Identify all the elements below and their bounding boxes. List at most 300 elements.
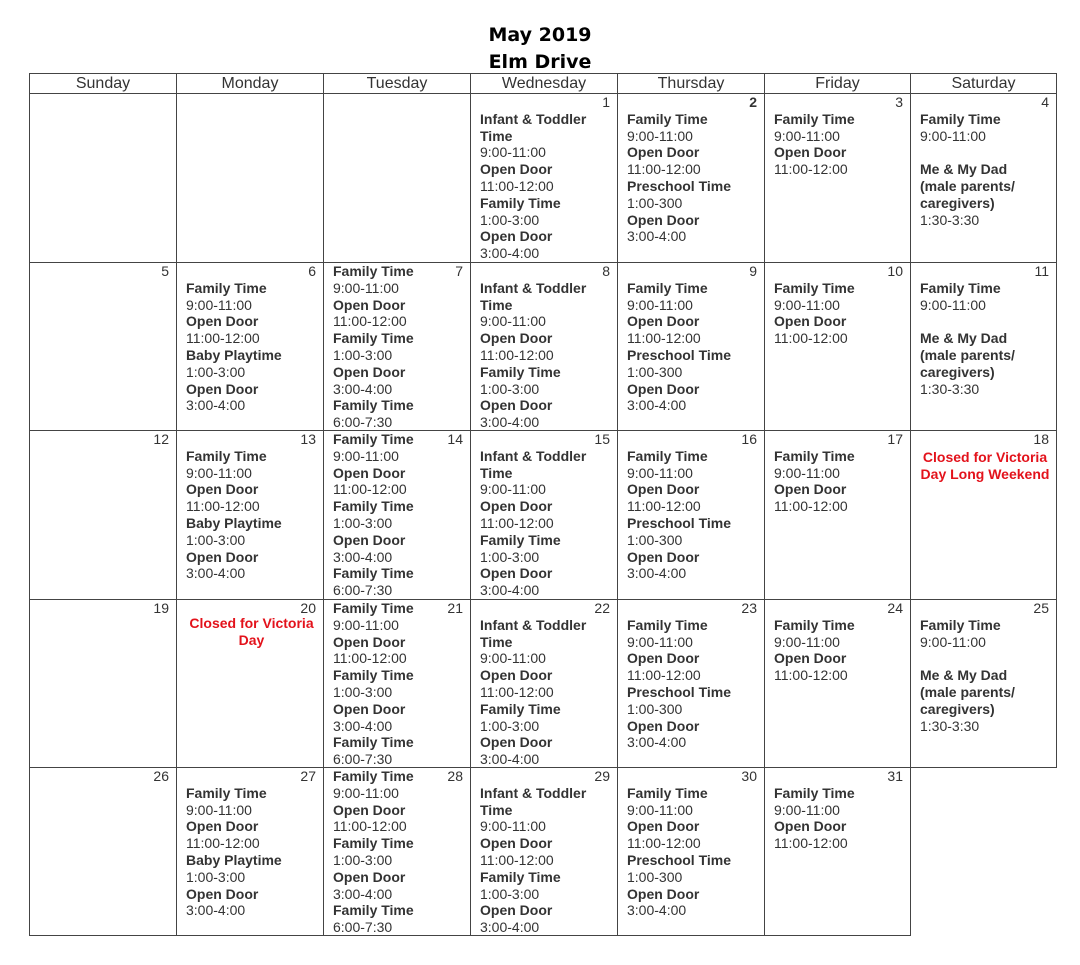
event-time: 1:30-3:30 [920, 380, 980, 397]
event-time: 3:00-4:00 [186, 397, 246, 414]
day-content [324, 600, 470, 767]
event-title: Open Door [627, 144, 700, 161]
event-time: 3:00-4:00 [480, 245, 540, 262]
day-content [618, 768, 764, 935]
day-number: 14 [447, 431, 463, 447]
event-list [186, 263, 317, 414]
event-time: 11:00-12:00 [774, 498, 848, 515]
day-content [765, 431, 910, 599]
calendar-grid [29, 73, 1057, 936]
day-number: 5 [161, 263, 169, 279]
day-content [30, 600, 176, 767]
event-time: 3:00-4:00 [333, 548, 393, 565]
day-content [471, 600, 617, 767]
event-time: 1:00-300 [627, 194, 683, 211]
event-title: Infant & Toddler Time [480, 616, 587, 650]
weekday-header: Wednesday [471, 74, 618, 94]
event-title: Family Time [333, 397, 414, 414]
event-time: 9:00-11:00 [186, 296, 252, 313]
event-title: Family Time [480, 531, 561, 548]
day-cell [30, 768, 177, 936]
event-title: Open Door [627, 548, 700, 565]
event-time: 11:00-12:00 [774, 330, 848, 347]
event-title: Open Door [627, 818, 700, 835]
day-content [324, 768, 470, 935]
event-title: Open Door [627, 313, 700, 330]
day-content [324, 431, 470, 599]
day-content [177, 768, 323, 935]
event-time: 11:00-12:00 [480, 346, 554, 363]
day-content [471, 94, 617, 262]
event-list [627, 600, 758, 751]
event-time: 6:00-7:30 [333, 414, 393, 431]
event-title: Infant & Toddler Time [480, 447, 587, 481]
event-title: Preschool Time [627, 683, 732, 700]
day-content [471, 431, 617, 599]
event-title: Open Door [333, 296, 406, 313]
event-time: 1:00-3:00 [480, 211, 540, 228]
day-cell [765, 600, 911, 768]
event-list [480, 600, 611, 768]
day-content [765, 768, 910, 935]
event-title: Family Time [480, 868, 561, 885]
day-cell [911, 600, 1057, 768]
event-title: Open Door [627, 380, 700, 397]
event-list [186, 768, 317, 919]
week-row [30, 94, 1057, 263]
day-number: 20 [300, 600, 316, 616]
event-title: Family Time [333, 768, 414, 784]
day-number: 13 [300, 431, 316, 447]
event-time: 11:00-12:00 [333, 818, 407, 835]
event-list [774, 768, 904, 852]
event-time: 1:00-3:00 [480, 380, 540, 397]
day-number: 11 [1034, 263, 1049, 279]
event-time: 9:00-11:00 [480, 818, 546, 835]
event-title: Open Door [333, 868, 406, 885]
event-time: 1:00-3:00 [333, 346, 393, 363]
event-time: 3:00-4:00 [480, 414, 540, 431]
event-list [480, 768, 611, 936]
event-list [333, 768, 464, 936]
event-title: Me & My Dad (male parents/ caregivers) [920, 161, 1015, 211]
event-time: 1:30-3:30 [920, 717, 980, 734]
day-content [765, 263, 910, 430]
event-time: 9:00-11:00 [333, 784, 399, 801]
event-time: 3:00-4:00 [480, 751, 540, 768]
day-cell [618, 768, 765, 936]
event-title: Open Door [480, 330, 553, 347]
event-time: 9:00-11:00 [627, 464, 693, 481]
day-number: 26 [153, 768, 169, 784]
event-time: 9:00-11:00 [480, 144, 546, 161]
event-title: Family Time [480, 700, 561, 717]
event-title: Preschool Time [627, 177, 732, 194]
event-time: 3:00-4:00 [186, 565, 246, 582]
day-cell [177, 431, 324, 600]
event-time: 9:00-11:00 [627, 801, 693, 818]
day-content [618, 263, 764, 430]
day-content [618, 94, 764, 262]
event-title: Family Time [333, 330, 414, 347]
week-row [30, 768, 1057, 936]
event-title: Open Door [627, 885, 700, 902]
week-row [30, 600, 1057, 768]
day-content [177, 600, 323, 767]
event-title: Baby Playtime [186, 346, 282, 363]
event-time: 11:00-12:00 [627, 161, 701, 178]
event-time: 11:00-12:00 [186, 498, 260, 515]
event-time: 6:00-7:30 [333, 582, 393, 599]
event-time: 9:00-11:00 [920, 296, 986, 313]
day-number: 3 [895, 94, 903, 110]
day-number: 1 [602, 94, 610, 110]
day-cell [177, 600, 324, 768]
weekday-header: Saturday [911, 74, 1057, 94]
day-cell [177, 768, 324, 936]
event-time: 11:00-12:00 [627, 498, 701, 515]
event-time: 9:00-11:00 [920, 127, 986, 144]
event-title: Open Door [333, 633, 406, 650]
event-time: 3:00-4:00 [627, 734, 687, 751]
day-cell [765, 94, 911, 263]
event-time: 3:00-4:00 [627, 565, 687, 582]
event-title: Open Door [186, 885, 259, 902]
day-number: 6 [308, 263, 316, 279]
day-cell [471, 263, 618, 431]
event-title: Open Door [186, 481, 259, 498]
day-cell [30, 263, 177, 431]
week-row [30, 431, 1057, 600]
event-time: 9:00-11:00 [627, 127, 693, 144]
event-time: 9:00-11:00 [920, 633, 986, 650]
event-list [480, 263, 611, 431]
closed-notice: Closed for Victoria Day Long Weekend [920, 449, 1050, 482]
spacer [920, 144, 1050, 161]
event-title: Family Time [627, 279, 708, 296]
event-list [774, 600, 904, 684]
event-time: 11:00-12:00 [480, 514, 554, 531]
event-title: Preschool Time [627, 514, 732, 531]
event-time: 1:00-300 [627, 700, 683, 717]
day-cell [765, 431, 911, 600]
day-content [765, 600, 910, 767]
event-title: Family Time [333, 565, 414, 582]
day-number: 22 [594, 600, 610, 616]
weekday-header: Tuesday [324, 74, 471, 94]
day-number: 4 [1041, 94, 1049, 110]
event-time: 3:00-4:00 [627, 228, 687, 245]
event-title: Open Door [627, 211, 700, 228]
event-title: Infant & Toddler Time [480, 784, 587, 818]
event-title: Family Time [186, 279, 267, 296]
event-time: 11:00-12:00 [186, 330, 260, 347]
week-row [30, 263, 1057, 431]
event-time: 9:00-11:00 [774, 296, 840, 313]
event-title: Family Time [480, 363, 561, 380]
event-time: 9:00-11:00 [186, 801, 252, 818]
day-cell [471, 600, 618, 768]
day-content [177, 431, 323, 599]
day-number: 29 [594, 768, 610, 784]
day-content [618, 600, 764, 767]
event-time: 11:00-12:00 [480, 851, 554, 868]
event-time: 1:00-300 [627, 868, 683, 885]
day-cell [765, 768, 911, 936]
event-list [627, 94, 758, 245]
day-cell [471, 768, 618, 936]
day-cell [618, 600, 765, 768]
day-cell [618, 94, 765, 263]
event-title: Open Door [333, 801, 406, 818]
event-title: Family Time [333, 667, 414, 684]
event-time: 1:00-3:00 [333, 683, 393, 700]
event-time: 1:00-3:00 [333, 851, 393, 868]
day-number: 27 [300, 768, 316, 784]
day-content [30, 263, 176, 430]
day-number: 24 [887, 600, 903, 616]
event-title: Open Door [186, 818, 259, 835]
event-time: 11:00-12:00 [480, 177, 554, 194]
event-title: Preschool Time [627, 346, 732, 363]
event-time: 9:00-11:00 [480, 481, 546, 498]
event-list [774, 94, 904, 178]
event-time: 1:00-3:00 [480, 885, 540, 902]
event-list [774, 431, 904, 515]
event-title: Open Door [333, 363, 406, 380]
event-title: Infant & Toddler Time [480, 110, 587, 144]
event-time: 9:00-11:00 [627, 296, 693, 313]
event-list [333, 431, 464, 599]
day-number: 23 [741, 600, 757, 616]
day-content [471, 263, 617, 430]
event-title: Family Time [333, 263, 414, 279]
spacer [920, 313, 1050, 330]
day-content [911, 94, 1056, 262]
day-number: 30 [741, 768, 757, 784]
event-title: Family Time [774, 616, 855, 633]
day-number: 21 [447, 600, 463, 616]
event-time: 3:00-4:00 [480, 919, 540, 936]
event-title: Open Door [774, 818, 847, 835]
event-title: Family Time [333, 902, 414, 919]
day-number: 12 [153, 431, 169, 447]
event-title: Baby Playtime [186, 851, 282, 868]
event-title: Family Time [774, 110, 855, 127]
day-cell [30, 600, 177, 768]
empty-day-cell [30, 94, 177, 263]
event-title: Me & My Dad (male parents/ caregivers) [920, 330, 1015, 380]
day-number: 18 [1033, 431, 1049, 447]
event-list [627, 431, 758, 582]
day-content [618, 431, 764, 599]
event-title: Open Door [480, 397, 553, 414]
day-cell [324, 768, 471, 936]
day-number: 15 [594, 431, 610, 447]
event-title: Family Time [920, 279, 1001, 296]
event-list [333, 263, 464, 431]
day-content [30, 768, 176, 935]
day-cell [471, 94, 618, 263]
day-number: 31 [887, 768, 903, 784]
day-cell [30, 431, 177, 600]
event-time: 6:00-7:30 [333, 751, 393, 768]
event-title: Baby Playtime [186, 514, 282, 531]
event-list [920, 263, 1050, 397]
day-content [765, 94, 910, 262]
event-time: 11:00-12:00 [627, 835, 701, 852]
event-time: 9:00-11:00 [774, 633, 840, 650]
event-title: Open Door [774, 144, 847, 161]
event-time: 11:00-12:00 [627, 667, 701, 684]
day-content [911, 431, 1056, 599]
event-time: 11:00-12:00 [480, 683, 554, 700]
event-title: Family Time [627, 110, 708, 127]
calendar-location: Elm Drive [488, 51, 592, 73]
event-time: 11:00-12:00 [774, 161, 848, 178]
event-title: Family Time [186, 784, 267, 801]
day-cell [471, 431, 618, 600]
event-title: Family Time [480, 194, 561, 211]
event-list [480, 431, 611, 599]
event-time: 3:00-4:00 [186, 902, 246, 919]
event-time: 3:00-4:00 [627, 902, 687, 919]
day-cell [618, 263, 765, 431]
event-title: Family Time [333, 600, 414, 616]
event-list [774, 263, 904, 347]
event-time: 1:00-300 [627, 531, 683, 548]
day-content [324, 263, 470, 430]
day-number: 28 [447, 768, 463, 784]
event-title: Open Door [627, 650, 700, 667]
event-title: Open Door [627, 481, 700, 498]
event-title: Family Time [333, 498, 414, 515]
day-number: 9 [749, 263, 757, 279]
event-title: Family Time [333, 734, 414, 751]
weekday-header: Friday [765, 74, 911, 94]
day-cell [911, 431, 1057, 600]
event-list [920, 600, 1050, 734]
empty-day-cell [324, 94, 471, 263]
event-time: 9:00-11:00 [774, 801, 840, 818]
event-title: Open Door [480, 734, 553, 751]
event-time: 9:00-11:00 [333, 279, 399, 296]
day-cell [765, 263, 911, 431]
event-title: Open Door [480, 228, 553, 245]
event-list [627, 768, 758, 919]
event-list [920, 94, 1050, 228]
day-content [177, 263, 323, 430]
event-title: Family Time [920, 110, 1001, 127]
event-time: 1:00-300 [627, 363, 683, 380]
event-title: Open Door [186, 548, 259, 565]
weekday-header: Sunday [30, 74, 177, 94]
calendar-body [30, 94, 1057, 936]
event-title: Open Door [333, 700, 406, 717]
event-title: Family Time [627, 616, 708, 633]
event-title: Family Time [333, 835, 414, 852]
event-title: Open Door [480, 667, 553, 684]
event-time: 1:00-3:00 [480, 548, 540, 565]
day-content [911, 600, 1056, 767]
event-title: Open Door [480, 835, 553, 852]
event-title: Family Time [333, 431, 414, 447]
event-time: 1:00-3:00 [186, 363, 246, 380]
event-time: 3:00-4:00 [627, 397, 687, 414]
closed-notice: Closed for Victoria Day [189, 615, 314, 648]
day-number: 2 [749, 94, 757, 110]
event-time: 11:00-12:00 [333, 313, 407, 330]
event-title: Family Time [186, 447, 267, 464]
calendar-title: May 2019 [488, 24, 592, 46]
day-cell [911, 263, 1057, 431]
day-number: 19 [153, 600, 169, 616]
event-title: Me & My Dad (male parents/ caregivers) [920, 667, 1015, 717]
weekday-header-row [30, 74, 1057, 94]
day-number: 7 [455, 263, 463, 279]
event-title: Open Door [774, 313, 847, 330]
day-cell [177, 263, 324, 431]
event-title: Open Door [186, 380, 259, 397]
event-title: Open Door [480, 902, 553, 919]
event-time: 9:00-11:00 [480, 650, 546, 667]
empty-day-cell [911, 768, 1057, 936]
day-cell [324, 263, 471, 431]
event-title: Open Door [480, 161, 553, 178]
day-cell [618, 431, 765, 600]
day-cell [911, 94, 1057, 263]
event-title: Infant & Toddler Time [480, 279, 587, 313]
day-number: 16 [741, 431, 757, 447]
event-title: Open Door [333, 531, 406, 548]
spacer [920, 650, 1050, 667]
empty-day-cell [177, 94, 324, 263]
event-list [186, 431, 317, 582]
event-time: 9:00-11:00 [333, 616, 399, 633]
day-content [911, 263, 1056, 430]
day-content [471, 768, 617, 935]
event-time: 6:00-7:30 [333, 919, 393, 936]
day-number: 10 [887, 263, 903, 279]
event-time: 11:00-12:00 [333, 481, 407, 498]
event-title: Open Door [480, 565, 553, 582]
event-title: Family Time [774, 784, 855, 801]
day-cell [324, 431, 471, 600]
event-time: 9:00-11:00 [333, 447, 399, 464]
event-title: Family Time [774, 279, 855, 296]
day-cell [324, 600, 471, 768]
event-title: Open Door [627, 717, 700, 734]
event-time: 1:00-3:00 [186, 531, 246, 548]
event-title: Open Door [774, 481, 847, 498]
event-title: Open Door [333, 464, 406, 481]
event-time: 1:00-3:00 [333, 514, 393, 531]
event-time: 9:00-11:00 [627, 633, 693, 650]
event-title: Family Time [774, 447, 855, 464]
event-time: 11:00-12:00 [774, 667, 848, 684]
event-time: 1:30-3:30 [920, 211, 980, 228]
event-time: 11:00-12:00 [627, 330, 701, 347]
event-time: 1:00-3:00 [186, 868, 246, 885]
event-time: 11:00-12:00 [333, 650, 407, 667]
day-number: 17 [887, 431, 903, 447]
weekday-header: Monday [177, 74, 324, 94]
event-time: 9:00-11:00 [774, 127, 840, 144]
event-title: Family Time [627, 447, 708, 464]
day-number: 25 [1033, 600, 1049, 616]
event-time: 11:00-12:00 [186, 835, 260, 852]
event-time: 3:00-4:00 [333, 717, 393, 734]
